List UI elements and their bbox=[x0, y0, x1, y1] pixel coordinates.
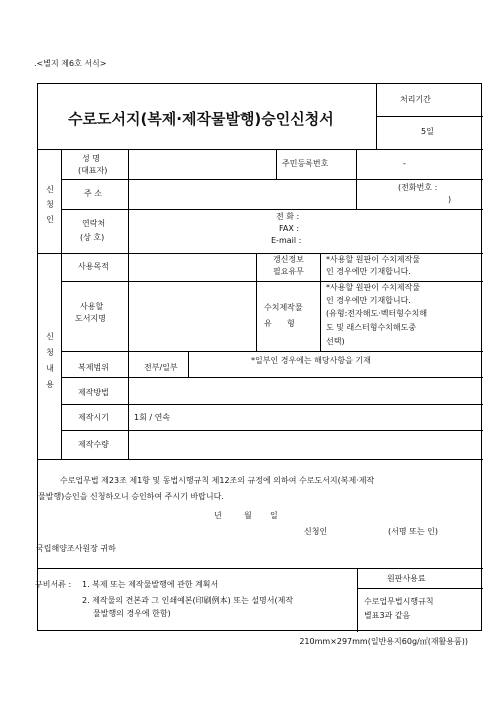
update-label: 갱신정보 bbox=[273, 255, 304, 264]
numeric-note-3: (유형:전자해도·벡터형수치해 bbox=[326, 309, 428, 318]
processing-period-label: 처리기간 bbox=[400, 95, 431, 104]
applicant-section-char-3: 인 bbox=[46, 215, 54, 224]
period-value[interactable]: 1회 / 연속 bbox=[134, 413, 171, 422]
numeric-type-label-sub: 유 형 bbox=[264, 319, 295, 328]
purpose-label: 사용목적 bbox=[78, 262, 109, 271]
contact-label: 연락처 bbox=[82, 219, 106, 228]
applicant-sign-label: 신청인 bbox=[304, 527, 328, 536]
statement-line-1: 수로업무법 제23조 제1항 및 동법시행규칙 제12조의 규정에 의하여 수로도서지(복제·제작 bbox=[60, 476, 375, 485]
form-number: .<별지 제6호 서식> bbox=[34, 59, 107, 68]
quantity-label: 제작수량 bbox=[78, 440, 109, 449]
address-label: 주 소 bbox=[84, 189, 102, 198]
processing-period-value: 5일 bbox=[421, 127, 434, 136]
scope-note: *일부인 경우에는 해당사항을 기재 bbox=[251, 356, 371, 365]
numeric-note-2: 인 경우에만 기재합니다. bbox=[326, 296, 411, 305]
method-label: 제작방법 bbox=[78, 388, 109, 397]
update-label-sub: 필요유무 bbox=[273, 267, 304, 276]
product-label: 사용할 bbox=[80, 302, 104, 311]
content-section-char-3: 내 bbox=[46, 364, 54, 373]
numeric-type-label: 수치제작물 bbox=[264, 303, 303, 312]
phone-paren: (전화번호 : bbox=[398, 183, 438, 192]
date-year: 년 bbox=[214, 511, 222, 520]
attachment-2: 2. 제작물의 견본과 그 인쇄예본(印刷例本) 또는 설명서(제작 bbox=[82, 596, 294, 605]
fee-value-2: 별표3과 같음 bbox=[364, 611, 411, 620]
paper-spec: 210mm×297mm(일반용지60g/㎡(재활용품)) bbox=[299, 637, 468, 646]
purpose-field[interactable] bbox=[133, 257, 253, 273]
method-field[interactable] bbox=[133, 383, 433, 399]
applicant-sign-note: (서명 또는 인) bbox=[388, 527, 438, 536]
numeric-note-4: 도 및 래스터형수치해도중 bbox=[326, 323, 417, 332]
application-form bbox=[37, 83, 482, 631]
fee-label: 원판사용료 bbox=[387, 574, 426, 583]
phone-paren-close: ) bbox=[448, 195, 452, 204]
signature-field[interactable] bbox=[331, 522, 383, 538]
attachments-label: 구비서류 : bbox=[35, 580, 72, 589]
fee-value-1: 수로업무법시행규칙 bbox=[364, 597, 434, 606]
content-section-char-4: 용 bbox=[46, 380, 54, 389]
date-day: 일 bbox=[270, 511, 278, 520]
form-title: 수로도서지(복제·제작물발행)승인신청서 bbox=[68, 110, 334, 128]
attachment-1: 1. 복제 또는 제작물발행에 관한 계획서 bbox=[82, 580, 219, 589]
product-label-sub: 도서지명 bbox=[75, 314, 106, 323]
name-label-sub: (대표자) bbox=[78, 166, 108, 175]
resident-no-field[interactable]: - bbox=[403, 159, 406, 168]
name-label: 성 명 bbox=[82, 154, 100, 163]
scope-value[interactable]: 전부/일부 bbox=[144, 363, 178, 372]
numeric-note-5: 선택) bbox=[326, 337, 345, 346]
resident-no-label: 주민등록번호 bbox=[282, 159, 329, 168]
period-label: 제작시기 bbox=[78, 413, 109, 422]
quantity-field[interactable] bbox=[133, 435, 433, 451]
statement-line-2: 물발행)승인을 신청하오니 승인하여 주시기 바랍니다. bbox=[38, 492, 224, 501]
update-note-1: *사용할 원판이 수치제작물 bbox=[326, 255, 421, 264]
email-label: E-mail : bbox=[271, 236, 302, 245]
phone-label: 전 화 : bbox=[276, 212, 300, 221]
applicant-section-char-2: 청 bbox=[46, 200, 54, 209]
address-field[interactable] bbox=[133, 184, 348, 202]
fax-label: FAX : bbox=[279, 224, 300, 233]
scope-label: 복제범위 bbox=[78, 363, 109, 372]
date-month: 월 bbox=[244, 511, 252, 520]
content-section-char-1: 신 bbox=[46, 332, 54, 341]
contact-label-sub: (상 호) bbox=[80, 233, 105, 242]
addressee: 국립해양조사원장 귀하 bbox=[36, 544, 116, 553]
applicant-section-char-1: 신 bbox=[46, 185, 54, 194]
update-note-2: 인 경우에만 기재합니다. bbox=[326, 267, 411, 276]
attachment-2-cont: 물발행의 경우에 한함) bbox=[93, 609, 171, 618]
name-field[interactable] bbox=[133, 156, 273, 172]
product-field[interactable] bbox=[133, 289, 253, 344]
numeric-note-1: *사용할 원판이 수치제작물 bbox=[326, 283, 421, 292]
content-section-char-2: 청 bbox=[46, 348, 54, 357]
